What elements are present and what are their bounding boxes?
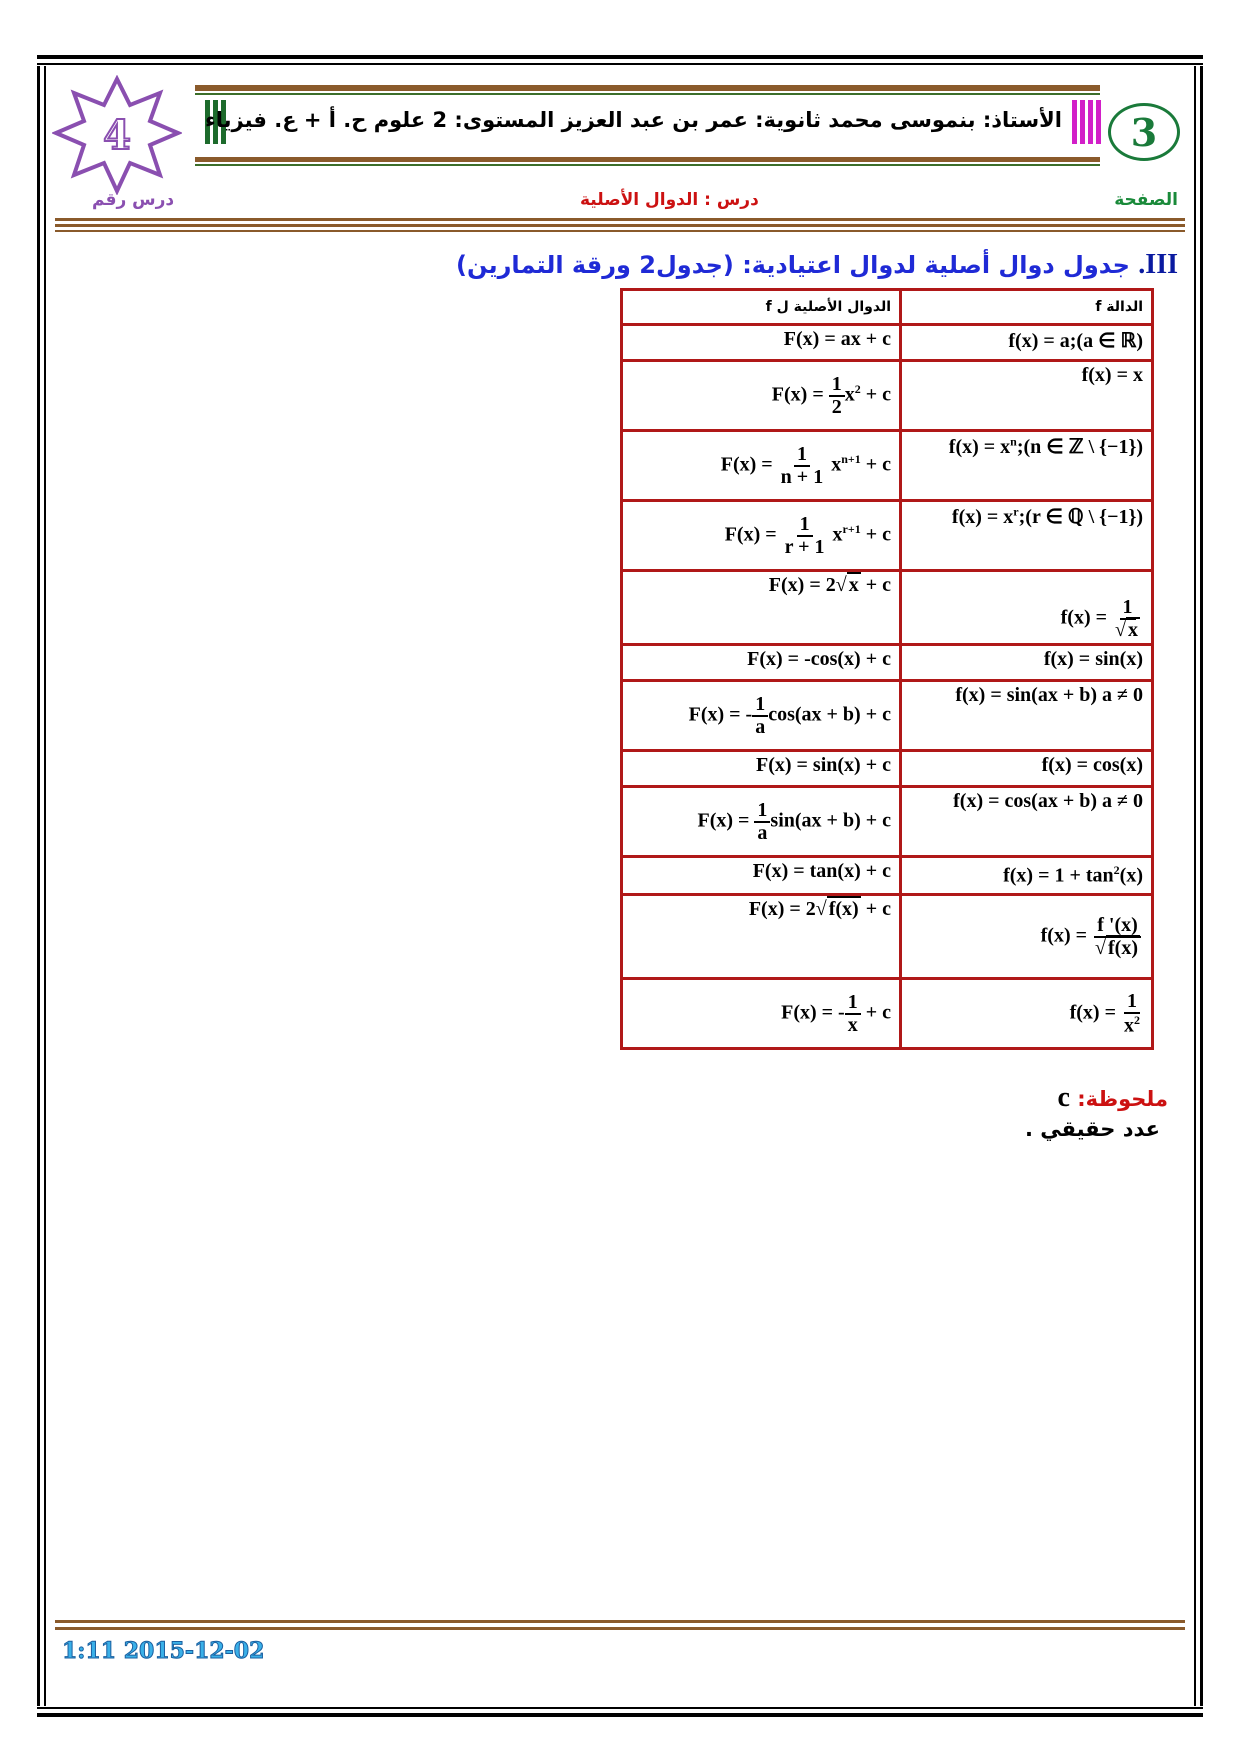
primitive-cell: F(x) = - $\frac{1}{a}$ cos(ax + b) + c xyxy=(622,681,901,751)
primitives-table xyxy=(620,288,1154,1050)
footer-line-1 xyxy=(55,1620,1185,1623)
page-label: الصفحة xyxy=(1114,190,1178,210)
frame-bottom-thin xyxy=(37,1707,1203,1709)
frame-top-thin xyxy=(37,63,1203,65)
note-symbol: c xyxy=(1057,1082,1070,1113)
primitive-cell: F(x) = $\frac{1}{a}$ sin(ax + b) + c xyxy=(622,787,901,857)
table-header-row xyxy=(622,290,1153,325)
function-cell: $f(x) = x^r;(r$ ∈ ℚ \ {−1}) xyxy=(901,501,1153,571)
function-cell: f(x) = sin(ax + b) a ≠ 0 xyxy=(901,681,1153,751)
divider-3 xyxy=(55,230,1185,232)
section-title-text: جدول دوال أصلية لدوال اعتيادية: (جدول2 ورقة التمارين) xyxy=(456,251,1130,279)
primitive-cell: F(x) = ax + c xyxy=(622,325,901,361)
lesson-number-label: درس رقم xyxy=(92,190,175,210)
frame-left-inner xyxy=(44,66,46,1706)
page-number-badge: 3 xyxy=(1108,103,1180,161)
table-row xyxy=(622,895,1153,979)
primitive-cell: F(x) = $\frac{1}{n + 1}$ $x^{n+1} + c$ xyxy=(622,431,901,501)
function-cell: f(x) = x xyxy=(901,361,1153,431)
function-cell: f(x) = cos(x) xyxy=(901,751,1153,787)
table-row xyxy=(622,681,1153,751)
table-row xyxy=(622,645,1153,681)
table-row xyxy=(622,501,1153,571)
table-row xyxy=(622,979,1153,1049)
table-row xyxy=(622,751,1153,787)
footer-line-2 xyxy=(55,1627,1185,1630)
frame-top-thick xyxy=(37,55,1203,59)
table-row xyxy=(622,857,1153,895)
frame-bottom-thick xyxy=(37,1713,1203,1717)
primitive-cell: F(x) = $\frac{1}{r + 1}$ $x^{r+1} + c$ xyxy=(622,501,901,571)
header-function: الدالة f xyxy=(901,290,1153,325)
table-row xyxy=(622,431,1153,501)
frame-right xyxy=(1200,66,1203,1706)
function-cell: f(x) = $\frac{1}{x^2}$ xyxy=(901,979,1153,1049)
teacher-line: الأستاذ: بنموسى محمد ثانوية: عمر بن عبد العزيز المستوى: 2 علوم ح. أ + ع. فيزياء xyxy=(205,108,1062,132)
star-icon xyxy=(52,75,182,195)
lesson-title: درس : الدوال الأصلية xyxy=(580,190,759,210)
divider-1 xyxy=(55,218,1185,221)
magenta-bars xyxy=(1072,100,1101,144)
frame-right-inner xyxy=(1194,66,1196,1706)
function-cell: $f(x) = x^n;(n$ ∈ ℤ \ {−1}) xyxy=(901,431,1153,501)
banner-top-line xyxy=(195,85,1100,91)
banner-top-line-2 xyxy=(195,93,1100,95)
primitive-cell: F(x) = - $\frac{1}{x}$ + c xyxy=(622,979,901,1049)
primitive-cell: F(x) = -cos(x) + c xyxy=(622,645,901,681)
section-number: III. xyxy=(1138,249,1178,280)
banner-bottom-line-2 xyxy=(195,164,1100,166)
primitive-cell: F(x) = 2√ f(x) + c xyxy=(622,895,901,979)
banner-bottom-line xyxy=(195,157,1100,162)
function-cell: f(x) = a;(a ∈ ℝ) xyxy=(901,325,1153,361)
function-cell: f(x) = sin(x) xyxy=(901,645,1153,681)
note-line xyxy=(1057,1082,1168,1114)
primitive-cell: F(x) = 2√ x + c xyxy=(622,571,901,645)
header-primitive: الدوال الأصلية ل f xyxy=(622,290,901,325)
note-text: عدد حقيقي . xyxy=(1024,1117,1160,1141)
section-title xyxy=(456,249,1178,281)
function-cell: f(x) = $\frac{1}{√ x}$ xyxy=(901,571,1153,645)
table-row xyxy=(622,361,1153,431)
primitive-cell: F(x) = sin(x) + c xyxy=(622,751,901,787)
frame-left xyxy=(37,66,40,1706)
primitive-cell: F(x) = $\frac{1}{2}$ $x^2 + c$ xyxy=(622,361,901,431)
note-label: ملحوظة: xyxy=(1077,1087,1168,1111)
function-cell: f(x) = $\frac{f '(x)}{√ f(x)}$ xyxy=(901,895,1153,979)
table-row xyxy=(622,325,1153,361)
table-row xyxy=(622,571,1153,645)
footer-date: 1:11 2015-12-02 xyxy=(62,1638,265,1664)
function-cell: f(x) = cos(ax + b) a ≠ 0 xyxy=(901,787,1153,857)
lesson-number-badge: 4 xyxy=(103,112,131,159)
divider-2 xyxy=(55,224,1185,227)
primitive-cell: F(x) = tan(x) + c xyxy=(622,857,901,895)
table-row xyxy=(622,787,1153,857)
function-cell: $f(x) = 1 + \tan^2(x)$ xyxy=(901,857,1153,895)
